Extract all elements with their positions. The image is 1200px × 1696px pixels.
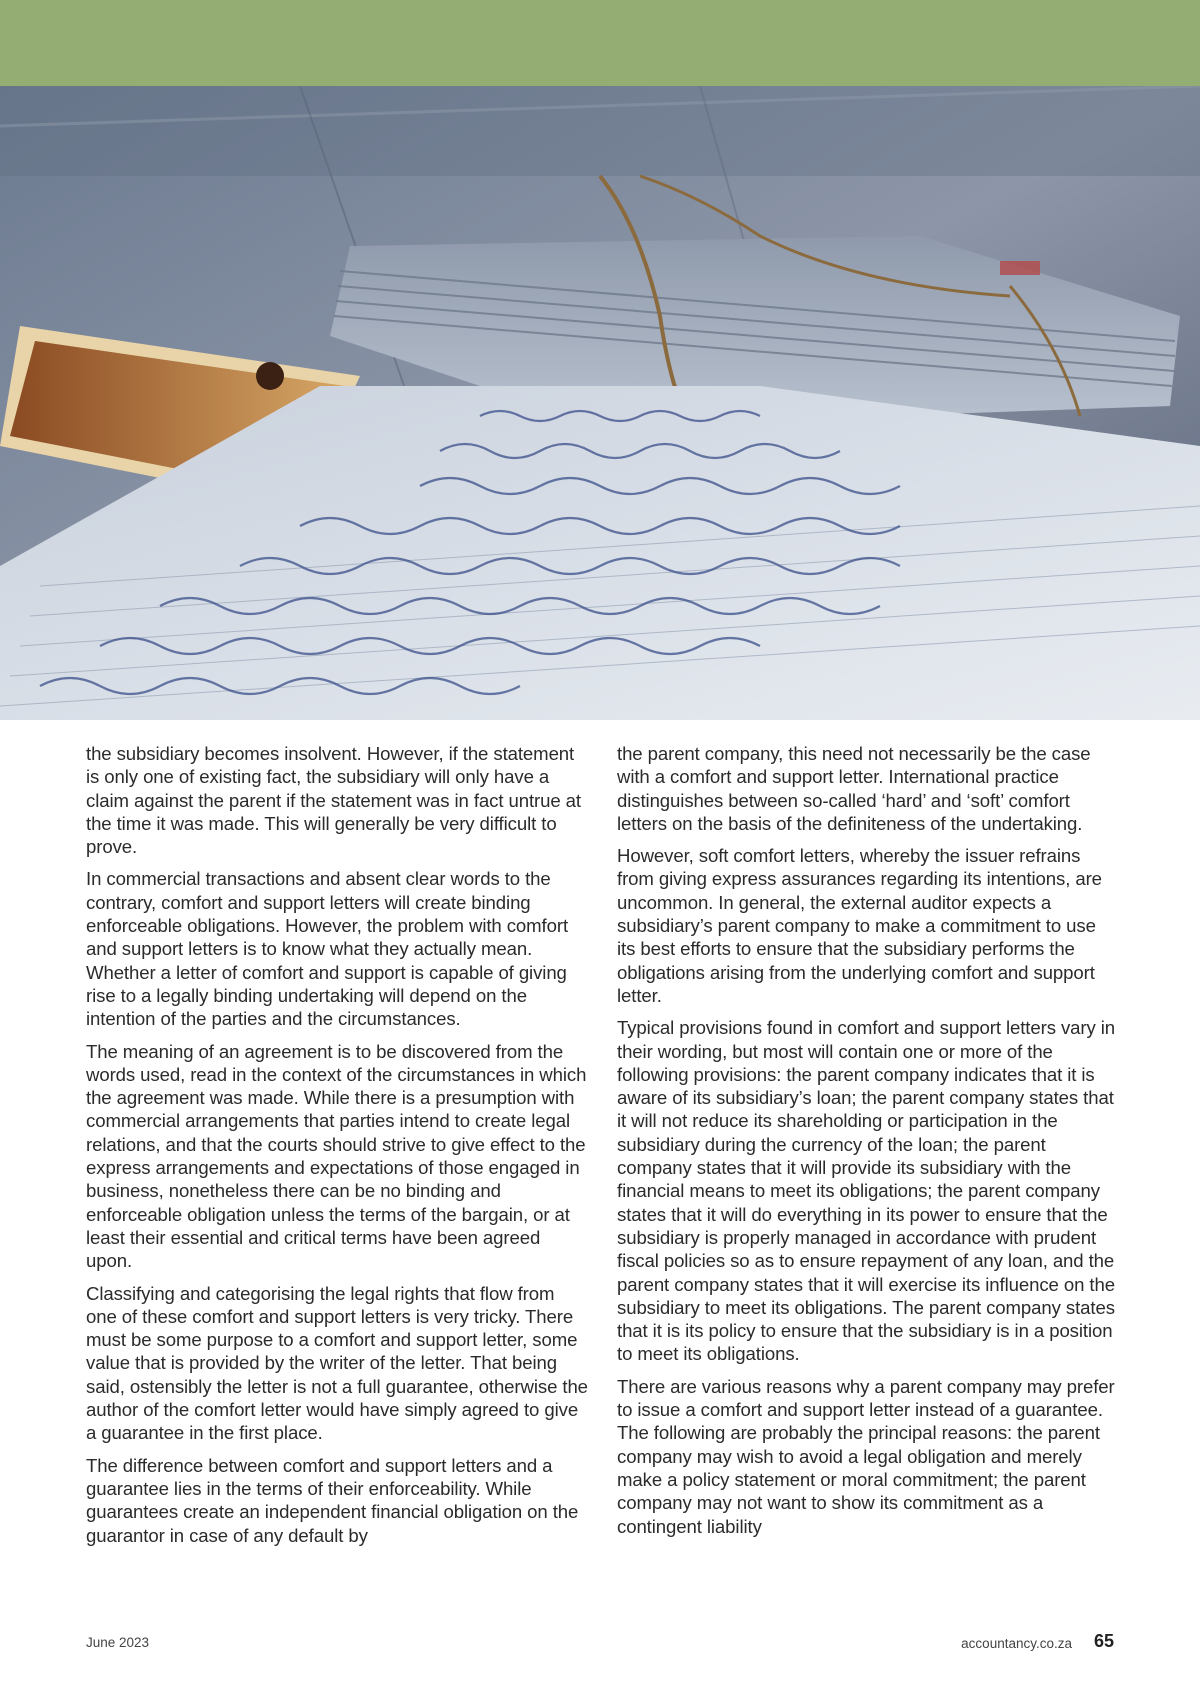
- footer-website: accountancy.co.za: [961, 1636, 1072, 1651]
- article-photo: [0, 86, 1200, 720]
- header-color-band: [0, 0, 1200, 86]
- article-right-column: [617, 742, 1119, 1547]
- paragraph: In commercial transactions and absent clear words to the contrary, comfort and support letters will create binding enforceable obligations. However, the problem with comfort and support letters is to know what they actually mean. Whether a letter of comfort and support is capable of giving rise to a legally binding undertaking will depend on the intention of the parties and the circumstances.: [86, 868, 569, 1030]
- paragraph: the subsidiary becomes insolvent. However, if the statement is only one of existing fact, the subsidiary will only have a claim against the parent if the statement was in fact untrue at the time it was made. This will generally be very difficult to prove.: [86, 743, 581, 858]
- footer-date: June 2023: [86, 1635, 150, 1650]
- paragraph: The difference between comfort and support letters and a guarantee lies in the terms of their enforceability. While guarantees create an independent financial obligation on the guarantor in case of any default by: [86, 1454, 579, 1546]
- paragraph: Classifying and categorising the legal rights that flow from one of these comfort and support letters is very tricky. There must be some purpose to a comfort and support letter, some value that is provided by the writer of the letter. That being said, ostensibly the letter is not a full guarantee, otherwise the author of the comfort letter would have simply agreed to give a guarantee in the first place.: [86, 1282, 588, 1444]
- paragraph: The meaning of an agreement is to be discovered from the words used, read in the context of the circumstances in which the agreement was made. While there is a presumption with commercial arrangements that parties intend to create legal relations, and that the courts should strive to give effect to the express arrangements and expectations of those engaged in business, nonetheless there can be no binding and enforceable obligation unless the terms of the bargain, or at least their essential and critical terms have been agreed upon.: [86, 1040, 587, 1272]
- paragraph: the parent company, this need not necessarily be the case with a comfort and support letter. International practice distinguishes between so-called ‘hard’ and ‘soft’ comfort letters on the basis of the definiteness of the undertaking.: [617, 743, 1091, 834]
- page-number: 65: [1093, 1631, 1114, 1651]
- paragraph: However, soft comfort letters, whereby the issuer refrains from giving express assurances regarding its intentions, are uncommon. In general, the external auditor expects a subsidiary’s parent company to make a commitment to use its best efforts to ensure that the subsidiary performs the obligations arising from the underlying comfort and support letter.: [617, 845, 1102, 1006]
- article-left-column: [86, 742, 588, 1556]
- paragraph: There are various reasons why a parent company may prefer to issue a comfort and support letter instead of a guarantee. The following are probably the principal reasons: the parent company may wish to avoid a legal obligation and merely make a policy statement or moral commitment; the parent company may not want to show its commitment as a contingent liability: [617, 1375, 1115, 1537]
- paragraph: Typical provisions found in comfort and support letters vary in their wording, but most will contain one or more of the following provisions: the parent company indicates that it is aware of its subsidiary’s loan; the parent company states that it will not reduce its shareholding or participation in the subsidiary during the currency of the loan; the parent company states that it will provide its subsidiary with the financial means to meet its obligations; the parent company states that it will do everything in its power to ensure that the subsidiary is properly managed in accordance with prudent fiscal policies so as to ensure repayment of any loan, and the parent company states that it will exercise its influence on the subsidiary to meet its obligations. The parent company states that it is its policy to ensure that the subsidiary is in a position to meet its obligations.: [617, 1017, 1116, 1365]
